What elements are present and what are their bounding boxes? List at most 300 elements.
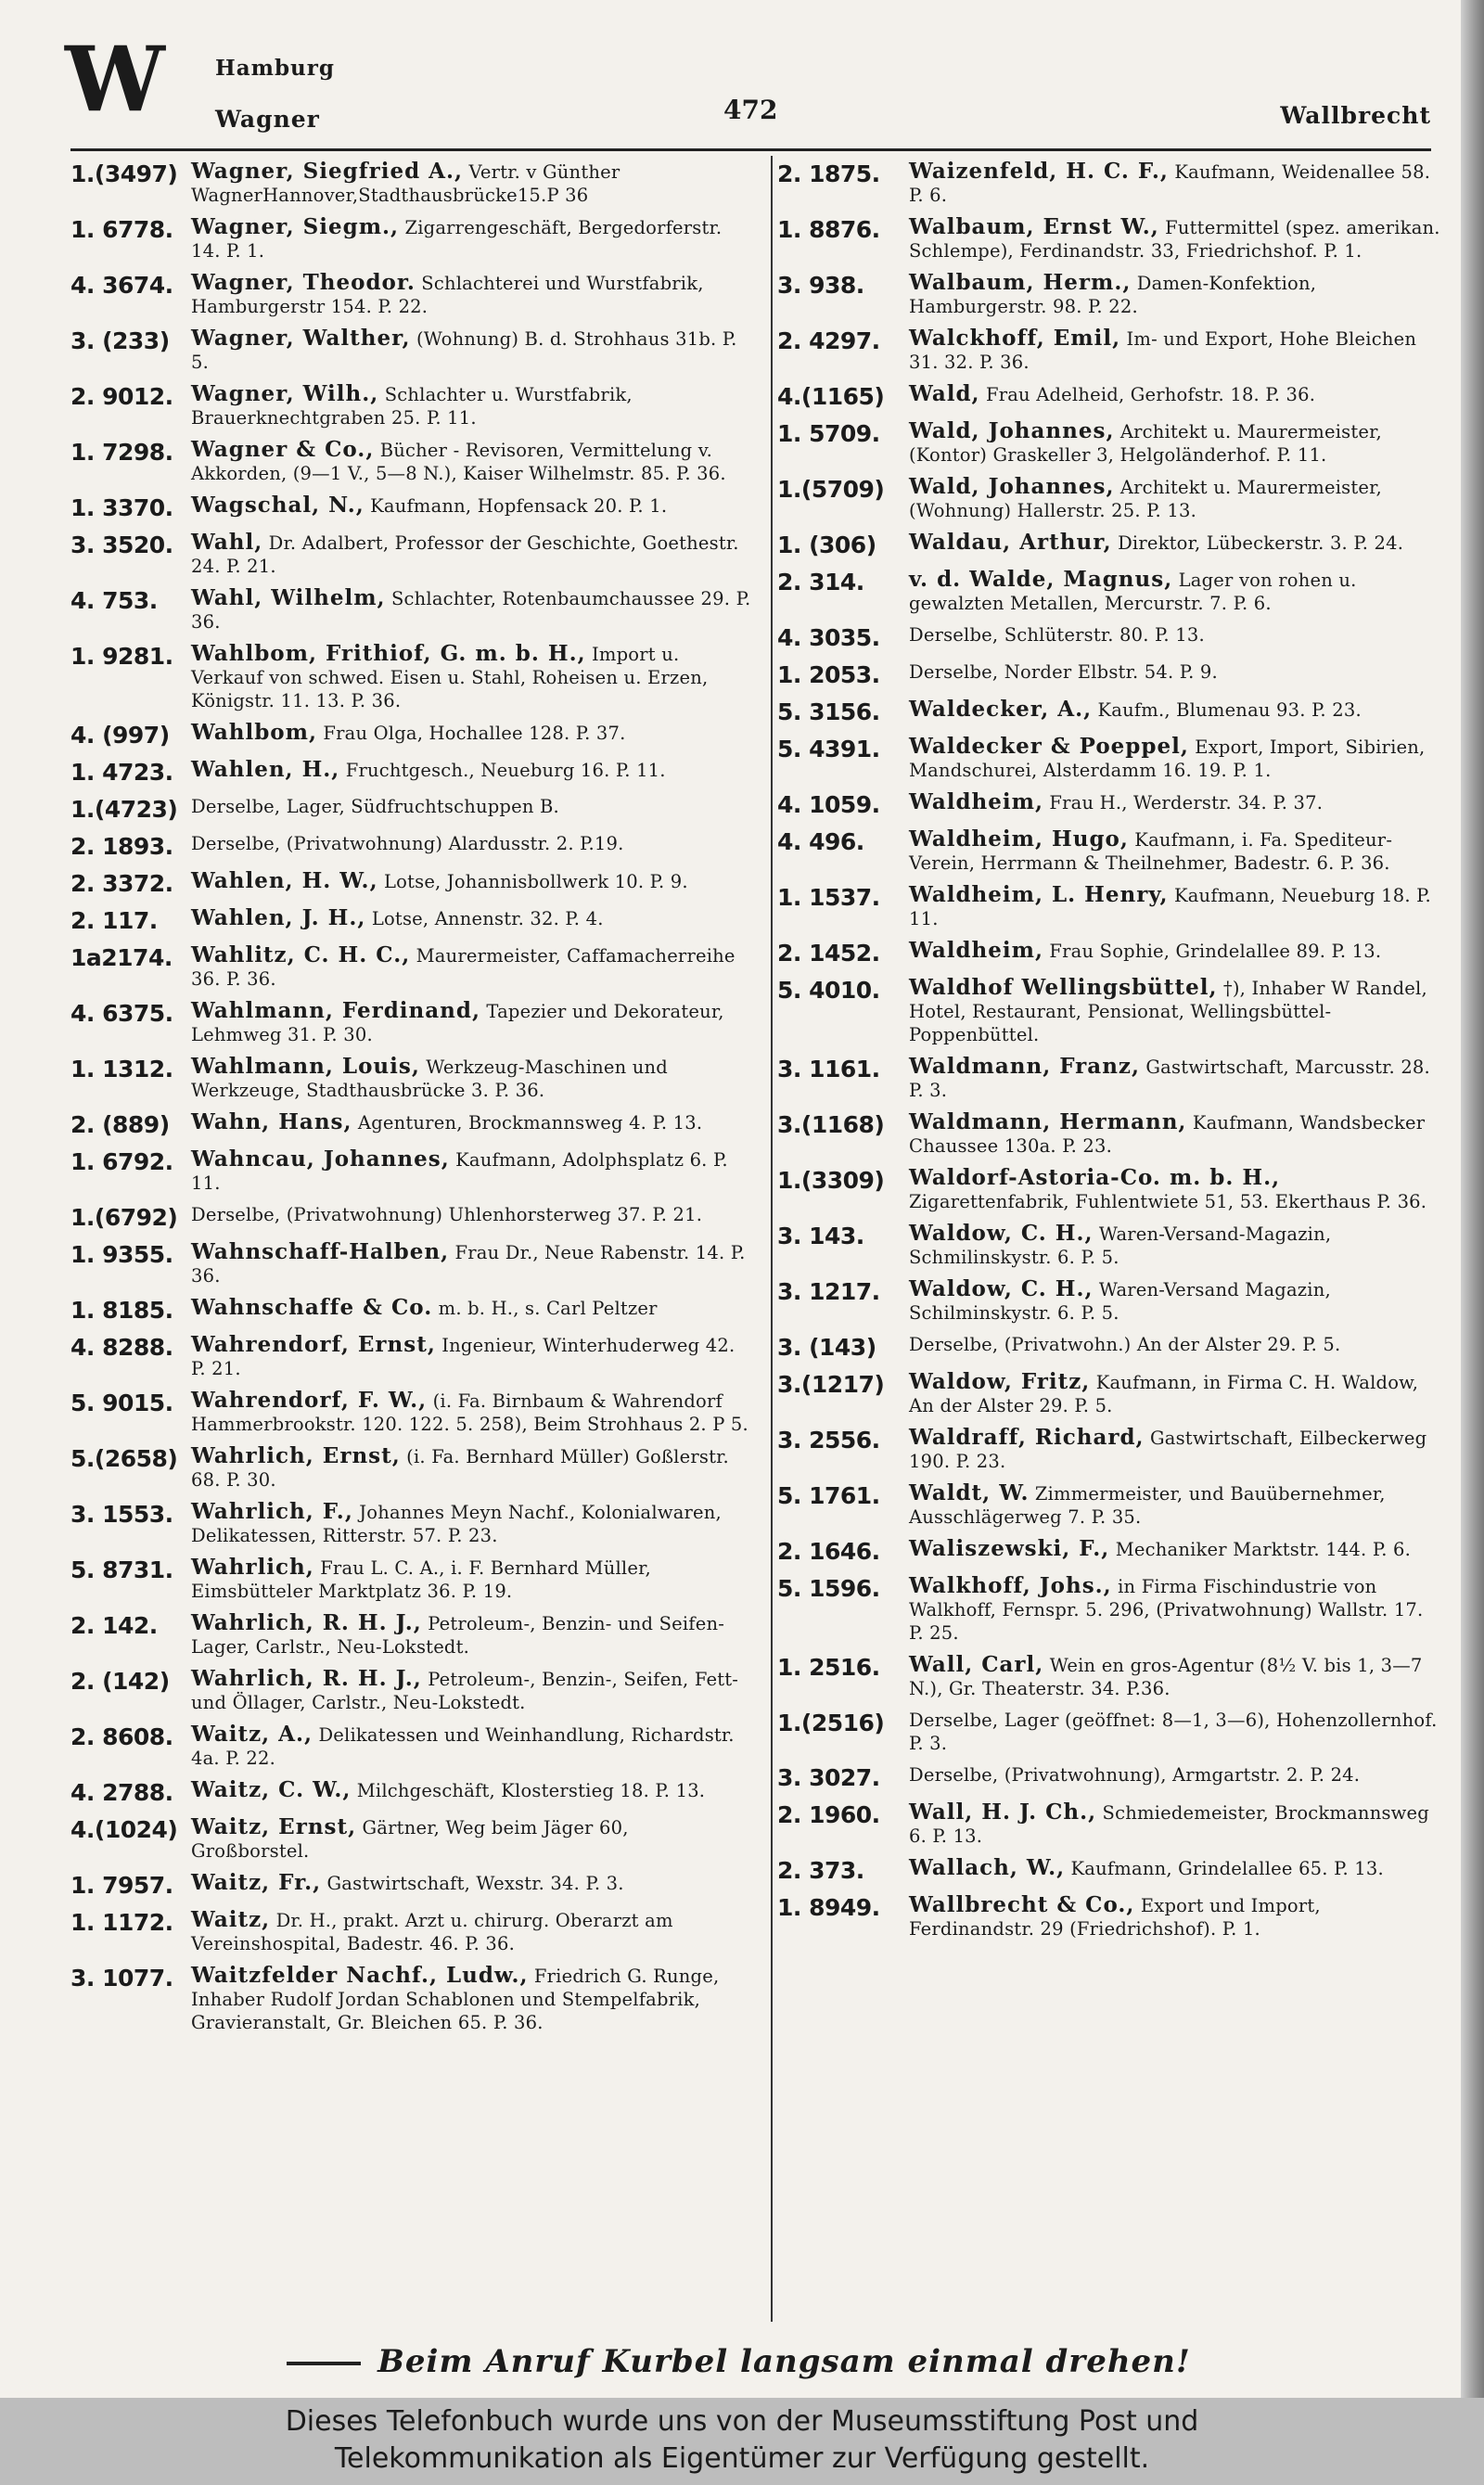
- entry-details: Gärtner, Weg beim Jäger 60, Großborstel.: [191, 1817, 629, 1862]
- directory-entry: [777, 976, 1443, 1046]
- phone-number: 4.(1024): [70, 1816, 178, 1843]
- entry-text: [191, 586, 752, 634]
- directory-entry: [70, 1723, 752, 1770]
- entry-text: [191, 721, 752, 745]
- directory-entry: [70, 1240, 752, 1287]
- directory-entry: [70, 906, 752, 935]
- phone-number: 1.(2516): [777, 1710, 885, 1736]
- entry-text: [191, 382, 752, 429]
- directory-entry: [70, 160, 752, 207]
- entry-name: Wahlmann, Ferdinand,: [191, 998, 480, 1023]
- entry-details: Frau Dr., Neue Rabenstr. 14. P. 36.: [191, 1242, 746, 1287]
- entry-name: Wald,: [909, 381, 980, 406]
- archive-caption: [0, 2398, 1484, 2485]
- entry-text: [191, 271, 752, 318]
- entry-text: [191, 1815, 752, 1863]
- entry-text: [909, 1481, 1443, 1529]
- entry-details: m. b. H., s. Carl Peltzer: [438, 1298, 658, 1319]
- entry-details: Frau H., Werderstr. 34. P. 37.: [1049, 792, 1324, 813]
- directory-entry: [777, 827, 1443, 875]
- directory-entry: [777, 1574, 1443, 1645]
- phone-number: 3.(1217): [777, 1371, 885, 1398]
- directory-entry: [70, 1110, 752, 1139]
- directory-entry: [70, 493, 752, 522]
- directory-entry: [70, 1815, 752, 1863]
- entry-details: Derselbe, Lager (geöffnet: 8—1, 3—6), Hohenzollernhof. P. 3.: [909, 1710, 1438, 1754]
- footer-note: [0, 2343, 1461, 2380]
- phone-number: 5.(2658): [70, 1445, 178, 1472]
- entry-details: Export, Import, Sibirien, Mandschurei, Alsterdamm 16. 19. P. 1.: [909, 737, 1426, 781]
- entry-name: Wahrlich, R. H. J.,: [191, 1610, 422, 1635]
- directory-entry: [70, 1908, 752, 1955]
- directory-entry: [777, 1055, 1443, 1102]
- phone-number: 2. 142.: [70, 1612, 158, 1639]
- footer-dash: [287, 2362, 361, 2365]
- entry-name: Waitzfelder Nachf., Ludw.,: [191, 1963, 529, 1988]
- entry-details: Kaufmann, Adolphsplatz 6. P. 11.: [191, 1149, 728, 1194]
- phone-number: 3. (233): [70, 327, 170, 354]
- entry-details: Frau Sophie, Grindelallee 89. P. 13.: [1049, 941, 1382, 962]
- entry-details: Waren-Versand-Magazin, Schmilinskystr. 6. P. 5.: [909, 1223, 1332, 1268]
- right-column: [777, 160, 1443, 1949]
- directory-entry: [777, 1166, 1443, 1213]
- entry-name: Wagschal, N.,: [191, 493, 365, 518]
- phone-number: 3. (143): [777, 1334, 876, 1361]
- directory-entry: [777, 475, 1443, 522]
- entry-details: in Firma Fischindustrie von Walkhoff, Fernspr. 5. 296, (Privatwohnung) Wallstr. 17. P. 25.: [909, 1576, 1424, 1644]
- entry-name: Wahrlich, R. H. J.,: [191, 1666, 422, 1691]
- entry-name: Waizenfeld, H. C. F.,: [909, 159, 1169, 184]
- directory-entry: [70, 1147, 752, 1195]
- entry-name: Wahrendorf, Ernst,: [191, 1332, 436, 1357]
- phone-number: 2. 314.: [777, 569, 864, 596]
- phone-number: 5. 8731.: [70, 1556, 173, 1583]
- entry-details: Werkzeug-Maschinen und Werkzeuge, Stadthausbrücke 3. P. 36.: [191, 1057, 668, 1101]
- entry-details: Dr. Adalbert, Professor der Geschichte, Goethestr. 24. P. 21.: [191, 532, 739, 577]
- entry-text: [909, 1166, 1443, 1213]
- entry-details: Damen-Konfektion, Hamburgerstr. 98. P. 22.: [909, 273, 1317, 317]
- directory-entry: [777, 1222, 1443, 1269]
- directory-entry: [70, 1871, 752, 1900]
- directory-entry: [777, 1370, 1443, 1417]
- entry-text: [909, 698, 1443, 722]
- phone-number: 1. 1537.: [777, 884, 880, 911]
- entry-text: [191, 531, 752, 578]
- entry-name: Waldmann, Hermann,: [909, 1109, 1187, 1134]
- directory-entry: [70, 1333, 752, 1380]
- directory-entry: [70, 1203, 752, 1232]
- entry-text: [909, 660, 1443, 684]
- directory-entry: [777, 790, 1443, 819]
- directory-entry: [70, 1296, 752, 1325]
- entry-name: Wahlmann, Louis,: [191, 1054, 420, 1079]
- phone-number: 4. 6375.: [70, 1000, 173, 1027]
- directory-entry: [777, 215, 1443, 263]
- entry-name: Wahnschaff-Halben,: [191, 1239, 450, 1264]
- phone-number: 2. 1646.: [777, 1538, 880, 1565]
- entry-name: Wahrendorf, F. W.,: [191, 1388, 428, 1413]
- entry-name: Waldecker & Poeppel,: [909, 734, 1189, 759]
- phone-number: 2. 1875.: [777, 160, 880, 187]
- phone-number: 1. 6792.: [70, 1148, 173, 1175]
- entry-name: Wallach, W.,: [909, 1855, 1066, 1880]
- entry-details: Gastwirtschaft, Wexstr. 34. P. 3.: [326, 1873, 624, 1894]
- directory-entry: [777, 382, 1443, 411]
- entry-details: Derselbe, Schlüterstr. 80. P. 13.: [909, 624, 1205, 646]
- phone-number: 1. 9281.: [70, 643, 173, 670]
- entry-text: [909, 1426, 1443, 1473]
- entry-name: Wald, Johannes,: [909, 474, 1115, 499]
- phone-number: 1. 7298.: [70, 439, 173, 466]
- directory-entry: [70, 271, 752, 318]
- phone-number: 5. 4391.: [777, 736, 880, 762]
- phone-number: 2. 1960.: [777, 1801, 880, 1828]
- entry-text: [909, 382, 1443, 406]
- entry-text: [909, 215, 1443, 263]
- entry-name: Waldhof Wellingsbüttel,: [909, 975, 1218, 1000]
- directory-entry: [777, 1763, 1443, 1792]
- entry-name: Waldow, C. H.,: [909, 1276, 1094, 1301]
- phone-number: 1. 9355.: [70, 1241, 173, 1268]
- entry-details: Derselbe, (Privatwohnung) Uhlenhorsterweg 37. P. 21.: [191, 1204, 703, 1225]
- directory-entry: [777, 1110, 1443, 1158]
- entry-text: [191, 1723, 752, 1770]
- entry-name: Wahlen, H. W.,: [191, 868, 378, 893]
- entry-name: Wallbrecht & Co.,: [909, 1892, 1135, 1917]
- phone-number: 4. 3035.: [777, 624, 880, 651]
- entry-name: Wahlen, H.,: [191, 757, 340, 782]
- entry-name: Waldheim, Hugo,: [909, 826, 1129, 852]
- entry-text: [191, 869, 752, 893]
- entry-details: Im- und Export, Hohe Bleichen 31. 32. P. 36.: [909, 328, 1417, 373]
- phone-number: 1.(6792): [70, 1204, 178, 1231]
- entry-text: [191, 1611, 752, 1659]
- phone-number: 2. 117.: [70, 907, 158, 934]
- entry-text: [909, 1370, 1443, 1417]
- directory-entry: [777, 271, 1443, 318]
- entry-name: Wahlbom, Frithiof, G. m. b. H.,: [191, 641, 586, 666]
- entry-text: [909, 1893, 1443, 1941]
- entry-text: [909, 883, 1443, 930]
- phone-number: 1. 1172.: [70, 1909, 173, 1936]
- phone-number: 3. 1553.: [70, 1501, 173, 1528]
- last-entry-name: Wallbrecht: [1280, 102, 1431, 129]
- entry-details: Kaufmann, Grindelallee 65. P. 13.: [1070, 1858, 1384, 1879]
- entry-name: Walckhoff, Emil,: [909, 326, 1121, 351]
- phone-number: 2. 1452.: [777, 940, 880, 967]
- entry-details: Dr. H., prakt. Arzt u. chirurg. Oberarzt am Vereinshospital, Badestr. 46. P. 36.: [191, 1910, 673, 1954]
- entry-name: Walkhoff, Johs.,: [909, 1573, 1112, 1598]
- entry-name: Waitz, C. W.,: [191, 1777, 352, 1802]
- phone-number: 1. (306): [777, 532, 876, 558]
- phone-number: 2. 8608.: [70, 1723, 173, 1750]
- entry-text: [191, 1240, 752, 1287]
- entry-name: Wahncau, Johannes,: [191, 1146, 450, 1172]
- entry-details: Architekt u. Maurermeister, (Kontor) Graskeller 3, Helgoländerhof. P. 11.: [909, 421, 1382, 466]
- entry-text: [909, 271, 1443, 318]
- entry-text: [909, 419, 1443, 467]
- entry-name: Wahrlich, Ernst,: [191, 1443, 401, 1468]
- entry-details: Direktor, Lübeckerstr. 3. P. 24.: [1118, 532, 1404, 554]
- entry-details: Milchgeschäft, Klosterstieg 18. P. 13.: [356, 1780, 706, 1801]
- entry-text: [191, 160, 752, 207]
- entry-text: [909, 1800, 1443, 1848]
- phone-number: 5. 1596.: [777, 1575, 880, 1602]
- entry-details: Import u. Verkauf von schwed. Eisen u. Stahl, Roheisen u. Erzen, Königstr. 11. 13. P. 36.: [191, 644, 709, 711]
- entry-text: [191, 1055, 752, 1102]
- entry-details: Vertr. v Günther WagnerHannover,Stadthausbrücke15.P 36: [191, 161, 620, 206]
- entry-text: [191, 758, 752, 782]
- entry-details: Delikatessen und Weinhandlung, Richardstr. 4a. P. 22.: [191, 1724, 735, 1769]
- entry-details: Lotse, Annenstr. 32. P. 4.: [371, 908, 604, 929]
- entry-text: [909, 1856, 1443, 1880]
- entry-text: [909, 327, 1443, 374]
- entry-details: Fruchtgesch., Neueburg 16. P. 11.: [345, 760, 666, 781]
- directory-entry: [70, 215, 752, 263]
- entry-details: Kaufmann, Weidenallee 58. P. 6.: [909, 161, 1431, 206]
- entry-name: Wahrlich,: [191, 1555, 314, 1580]
- phone-number: 1. 8949.: [777, 1894, 880, 1921]
- page-number: 472: [723, 95, 778, 125]
- phone-number: 1. 8185.: [70, 1297, 173, 1324]
- entry-text: [191, 1908, 752, 1955]
- directory-entry: [70, 999, 752, 1046]
- entry-details: Kaufmann, Wandsbecker Chaussee 130a. P. 23.: [909, 1112, 1426, 1157]
- entry-details: Kaufmann, Hopfensack 20. P. 1.: [370, 495, 668, 517]
- directory-entry: [777, 160, 1443, 207]
- entry-details: Mechaniker Marktstr. 144. P. 6.: [1115, 1539, 1411, 1560]
- entry-text: [191, 999, 752, 1046]
- entry-details: Wein en gros-Agentur (8½ V. bis 1, 3—7 N.), Gr. Theaterstr. 34. P.36.: [909, 1655, 1423, 1699]
- entry-name: Wahlen, J. H.,: [191, 905, 366, 930]
- entry-name: Wahn, Hans,: [191, 1109, 352, 1134]
- entry-details: (Wohnung) B. d. Strohhaus 31b. P. 5.: [191, 328, 737, 373]
- entry-details: Petroleum-, Benzin- und Seifen-Lager, Carlstr., Neu-Lokstedt.: [191, 1613, 725, 1658]
- phone-number: 3. 1077.: [70, 1965, 173, 1992]
- entry-details: Derselbe, (Privatwohnung), Armgartstr. 2. P. 24.: [909, 1764, 1361, 1786]
- entry-name: Wagner, Siegm.,: [191, 214, 400, 239]
- phone-number: 3. 1217.: [777, 1278, 880, 1305]
- phone-number: 1.(3309): [777, 1167, 885, 1194]
- entry-details: Johannes Meyn Nachf., Kolonialwaren, Delikatessen, Ritterstr. 57. P. 23.: [191, 1502, 722, 1546]
- phone-number: 1. 2053.: [777, 661, 880, 688]
- entry-name: Wagner, Theodor.: [191, 270, 416, 295]
- entry-details: Futtermittel (spez. amerikan. Schlempe), Ferdinandstr. 33, Friedrichshof. P. 1.: [909, 217, 1440, 262]
- entry-text: [191, 1964, 752, 2034]
- entry-details: (i. Fa. Birnbaum & Wahrendorf Hammerbrookstr. 120. 122. 5. 258), Beim Strohhaus 2. P 5.: [191, 1390, 748, 1435]
- directory-entry: [777, 1277, 1443, 1325]
- entry-text: [909, 939, 1443, 963]
- entry-details: Bücher - Revisoren, Vermittelung v. Akkorden, (9—1 V., 5—8 N.), Kaiser Wilhelmstr. 85. P. 36.: [191, 440, 726, 484]
- entry-text: [191, 943, 752, 991]
- phone-number: 3. 143.: [777, 1223, 864, 1249]
- entry-name: Waldau, Arthur,: [909, 530, 1112, 555]
- phone-number: 5. 9015.: [70, 1390, 173, 1416]
- entry-name: Wald, Johannes,: [909, 418, 1115, 443]
- entry-text: [191, 1667, 752, 1714]
- directory-entry: [777, 1709, 1443, 1755]
- entry-name: Waitz, Ernst,: [191, 1814, 357, 1839]
- entry-details: Friedrich G. Runge, Inhaber Rudolf Jordan Schablonen und Stempelfabrik, Gravieranstalt, Gr. Bleichen 65. P. 36.: [191, 1966, 720, 2033]
- entry-name: Wall, H. J. Ch.,: [909, 1800, 1097, 1825]
- phone-number: 1. 7957.: [70, 1872, 173, 1899]
- phone-number: 1. 5709.: [777, 420, 880, 447]
- entry-details: Derselbe, (Privatwohnung) Alardusstr. 2. P.19.: [191, 833, 624, 854]
- entry-details: Kaufmann, in Firma C. H. Waldow, An der Alster 29. P. 5.: [909, 1372, 1419, 1416]
- entry-text: [191, 1333, 752, 1380]
- entry-text: [191, 1147, 752, 1195]
- phone-number: 2. 9012.: [70, 383, 173, 410]
- entry-details: Petroleum-, Benzin-, Seifen, Fett- und Öllager, Carlstr., Neu-Lokstedt.: [191, 1669, 739, 1713]
- entry-text: [191, 1110, 752, 1134]
- directory-entry: [777, 1537, 1443, 1566]
- directory-entry: [70, 795, 752, 824]
- entry-details: †), Inhaber W Randel, Hotel, Restaurant, Pensionat, Wellingsbüttel-Poppenbüttel.: [909, 978, 1427, 1045]
- entry-details: Architekt u. Maurermeister, (Wohnung) Hallerstr. 25. P. 13.: [909, 477, 1382, 521]
- phone-number: 1.(5709): [777, 476, 885, 503]
- entry-text: [909, 1763, 1443, 1787]
- entry-text: [909, 1333, 1443, 1356]
- entry-name: Waldorf-Astoria-Co. m. b. H.,: [909, 1165, 1281, 1190]
- entry-details: Derselbe, Norder Elbstr. 54. P. 9.: [909, 661, 1218, 683]
- entry-details: Zimmermeister, und Bauübernehmer, Ausschlägerweg 7. P. 35.: [909, 1483, 1386, 1528]
- entry-name: Waldow, Fritz,: [909, 1369, 1091, 1394]
- entry-name: Walbaum, Ernst W.,: [909, 214, 1159, 239]
- entry-text: [191, 832, 752, 855]
- phone-number: 1a2174.: [70, 944, 173, 971]
- phone-number: 3. 3027.: [777, 1764, 880, 1791]
- entry-text: [909, 160, 1443, 207]
- phone-number: 2. (889): [70, 1111, 170, 1138]
- entry-name: Waldheim, L. Henry,: [909, 882, 1169, 907]
- entry-name: Waldow, C. H.,: [909, 1221, 1094, 1246]
- header-rule: [70, 148, 1431, 151]
- phone-number: 4. 1059.: [777, 791, 880, 818]
- directory-entry: [777, 1893, 1443, 1941]
- directory-entry: [777, 939, 1443, 967]
- entry-text: [909, 623, 1443, 647]
- directory-entry: [777, 735, 1443, 782]
- entry-text: [191, 493, 752, 518]
- phone-number: 3. 2556.: [777, 1427, 880, 1454]
- directory-entry: [777, 568, 1443, 615]
- entry-text: [191, 215, 752, 263]
- entry-details: Zigarrengeschäft, Bergedorferstr. 14. P. 1.: [191, 217, 723, 262]
- entry-text: [909, 568, 1443, 615]
- phone-number: 4. 753.: [70, 587, 158, 614]
- entry-details: Lager von rohen u. gewalzten Metallen, Mercurstr. 7. P. 6.: [909, 570, 1357, 614]
- entry-text: [909, 1110, 1443, 1158]
- entry-name: Wagner & Co.,: [191, 437, 375, 462]
- entry-name: Waldmann, Franz,: [909, 1054, 1140, 1079]
- column-divider: [771, 156, 773, 2322]
- phone-number: 5. 3156.: [777, 698, 880, 725]
- entry-text: [191, 1203, 752, 1226]
- phone-number: 2. 373.: [777, 1857, 864, 1884]
- phone-number: 1.(3497): [70, 160, 178, 187]
- entry-text: [191, 1444, 752, 1492]
- city-name: Hamburg: [215, 56, 335, 81]
- directory-entry: [777, 419, 1443, 467]
- entry-text: [191, 1778, 752, 1802]
- phone-number: 3. 938.: [777, 272, 864, 299]
- caption-line-1: Dieses Telefonbuch wurde uns von der Museumsstiftung Post und: [285, 2405, 1199, 2438]
- entry-text: [909, 735, 1443, 782]
- directory-entry: [777, 623, 1443, 652]
- entry-name: Walbaum, Herm.,: [909, 270, 1132, 295]
- directory-entry: [70, 1964, 752, 2034]
- phone-number: 3. 1161.: [777, 1056, 880, 1082]
- phone-number: 1. 1312.: [70, 1056, 173, 1082]
- directory-entry: [777, 883, 1443, 930]
- entry-details: Zigarettenfabrik, Fuhlentwiete 51, 53. Ekerthaus P. 36.: [909, 1191, 1427, 1212]
- directory-entry: [70, 943, 752, 991]
- entry-details: Export und Import, Ferdinandstr. 29 (Friedrichshof). P. 1.: [909, 1895, 1321, 1940]
- directory-entry: [777, 531, 1443, 559]
- entry-name: Wahrlich, F.,: [191, 1499, 353, 1524]
- phone-number: 1. 6778.: [70, 216, 173, 243]
- entry-text: [191, 906, 752, 930]
- entry-details: Kaufmann, Neueburg 18. P. 11.: [909, 885, 1431, 929]
- entry-details: Agenturen, Brockmannsweg 4. P. 13.: [357, 1112, 703, 1134]
- phone-number: 1.(4723): [70, 796, 178, 823]
- phone-number: 3.(1168): [777, 1111, 885, 1138]
- entry-text: [909, 1574, 1443, 1645]
- phone-number: 4. (997): [70, 722, 170, 749]
- entry-name: Waitz,: [191, 1907, 271, 1932]
- entry-text: [909, 1222, 1443, 1269]
- phone-number: 4. 3674.: [70, 272, 173, 299]
- entry-name: Wahl, Wilhelm,: [191, 585, 386, 610]
- phone-number: 2. 1893.: [70, 833, 173, 860]
- entry-details: Frau Olga, Hochallee 128. P. 37.: [323, 723, 626, 744]
- directory-entry: [777, 1856, 1443, 1885]
- entry-details: Schlachter u. Wurstfabrik, Brauerknechtgraben 25. P. 11.: [191, 384, 633, 429]
- entry-details: Frau Adelheid, Gerhofstr. 18. P. 36.: [985, 384, 1316, 405]
- entry-name: Waldecker, A.,: [909, 697, 1093, 722]
- page-header: [0, 0, 1461, 153]
- directory-entry: [777, 327, 1443, 374]
- phone-number: 1. 2516.: [777, 1654, 880, 1681]
- directory-entry: [70, 1055, 752, 1102]
- entry-details: Ingenieur, Winterhuderweg 42. P. 21.: [191, 1335, 736, 1379]
- directory-entry: [70, 642, 752, 712]
- entry-name: Waitz, A.,: [191, 1722, 313, 1747]
- phone-number: 5. 4010.: [777, 977, 880, 1004]
- directory-entry: [70, 1500, 752, 1547]
- directory-entry: [70, 586, 752, 634]
- entry-details: Schmiedemeister, Brockmannsweg 6. P. 13.: [909, 1802, 1429, 1847]
- phone-number: 5. 1761.: [777, 1482, 880, 1509]
- entry-text: [191, 327, 752, 374]
- entry-details: Derselbe, (Privatwohn.) An der Alster 29. P. 5.: [909, 1334, 1341, 1355]
- directory-entry: [70, 1667, 752, 1714]
- entry-text: [191, 642, 752, 712]
- directory-entry: [70, 1556, 752, 1603]
- first-entry-name: Wagner: [215, 106, 320, 133]
- entry-name: Wagner, Walther,: [191, 326, 411, 351]
- entry-name: Waitz, Fr.,: [191, 1870, 322, 1895]
- phone-number: 1. 3370.: [70, 494, 173, 521]
- entry-text: [191, 1389, 752, 1436]
- book-spine: [1461, 0, 1484, 2398]
- phone-number: 4. 496.: [777, 828, 864, 855]
- entry-details: Schlachter, Rotenbaumchaussee 29. P. 36.: [191, 588, 751, 633]
- entry-text: [909, 1653, 1443, 1700]
- entry-text: [191, 438, 752, 485]
- entry-name: Wahlitz, C. H. C.,: [191, 942, 411, 967]
- phone-number: 2. 4297.: [777, 327, 880, 354]
